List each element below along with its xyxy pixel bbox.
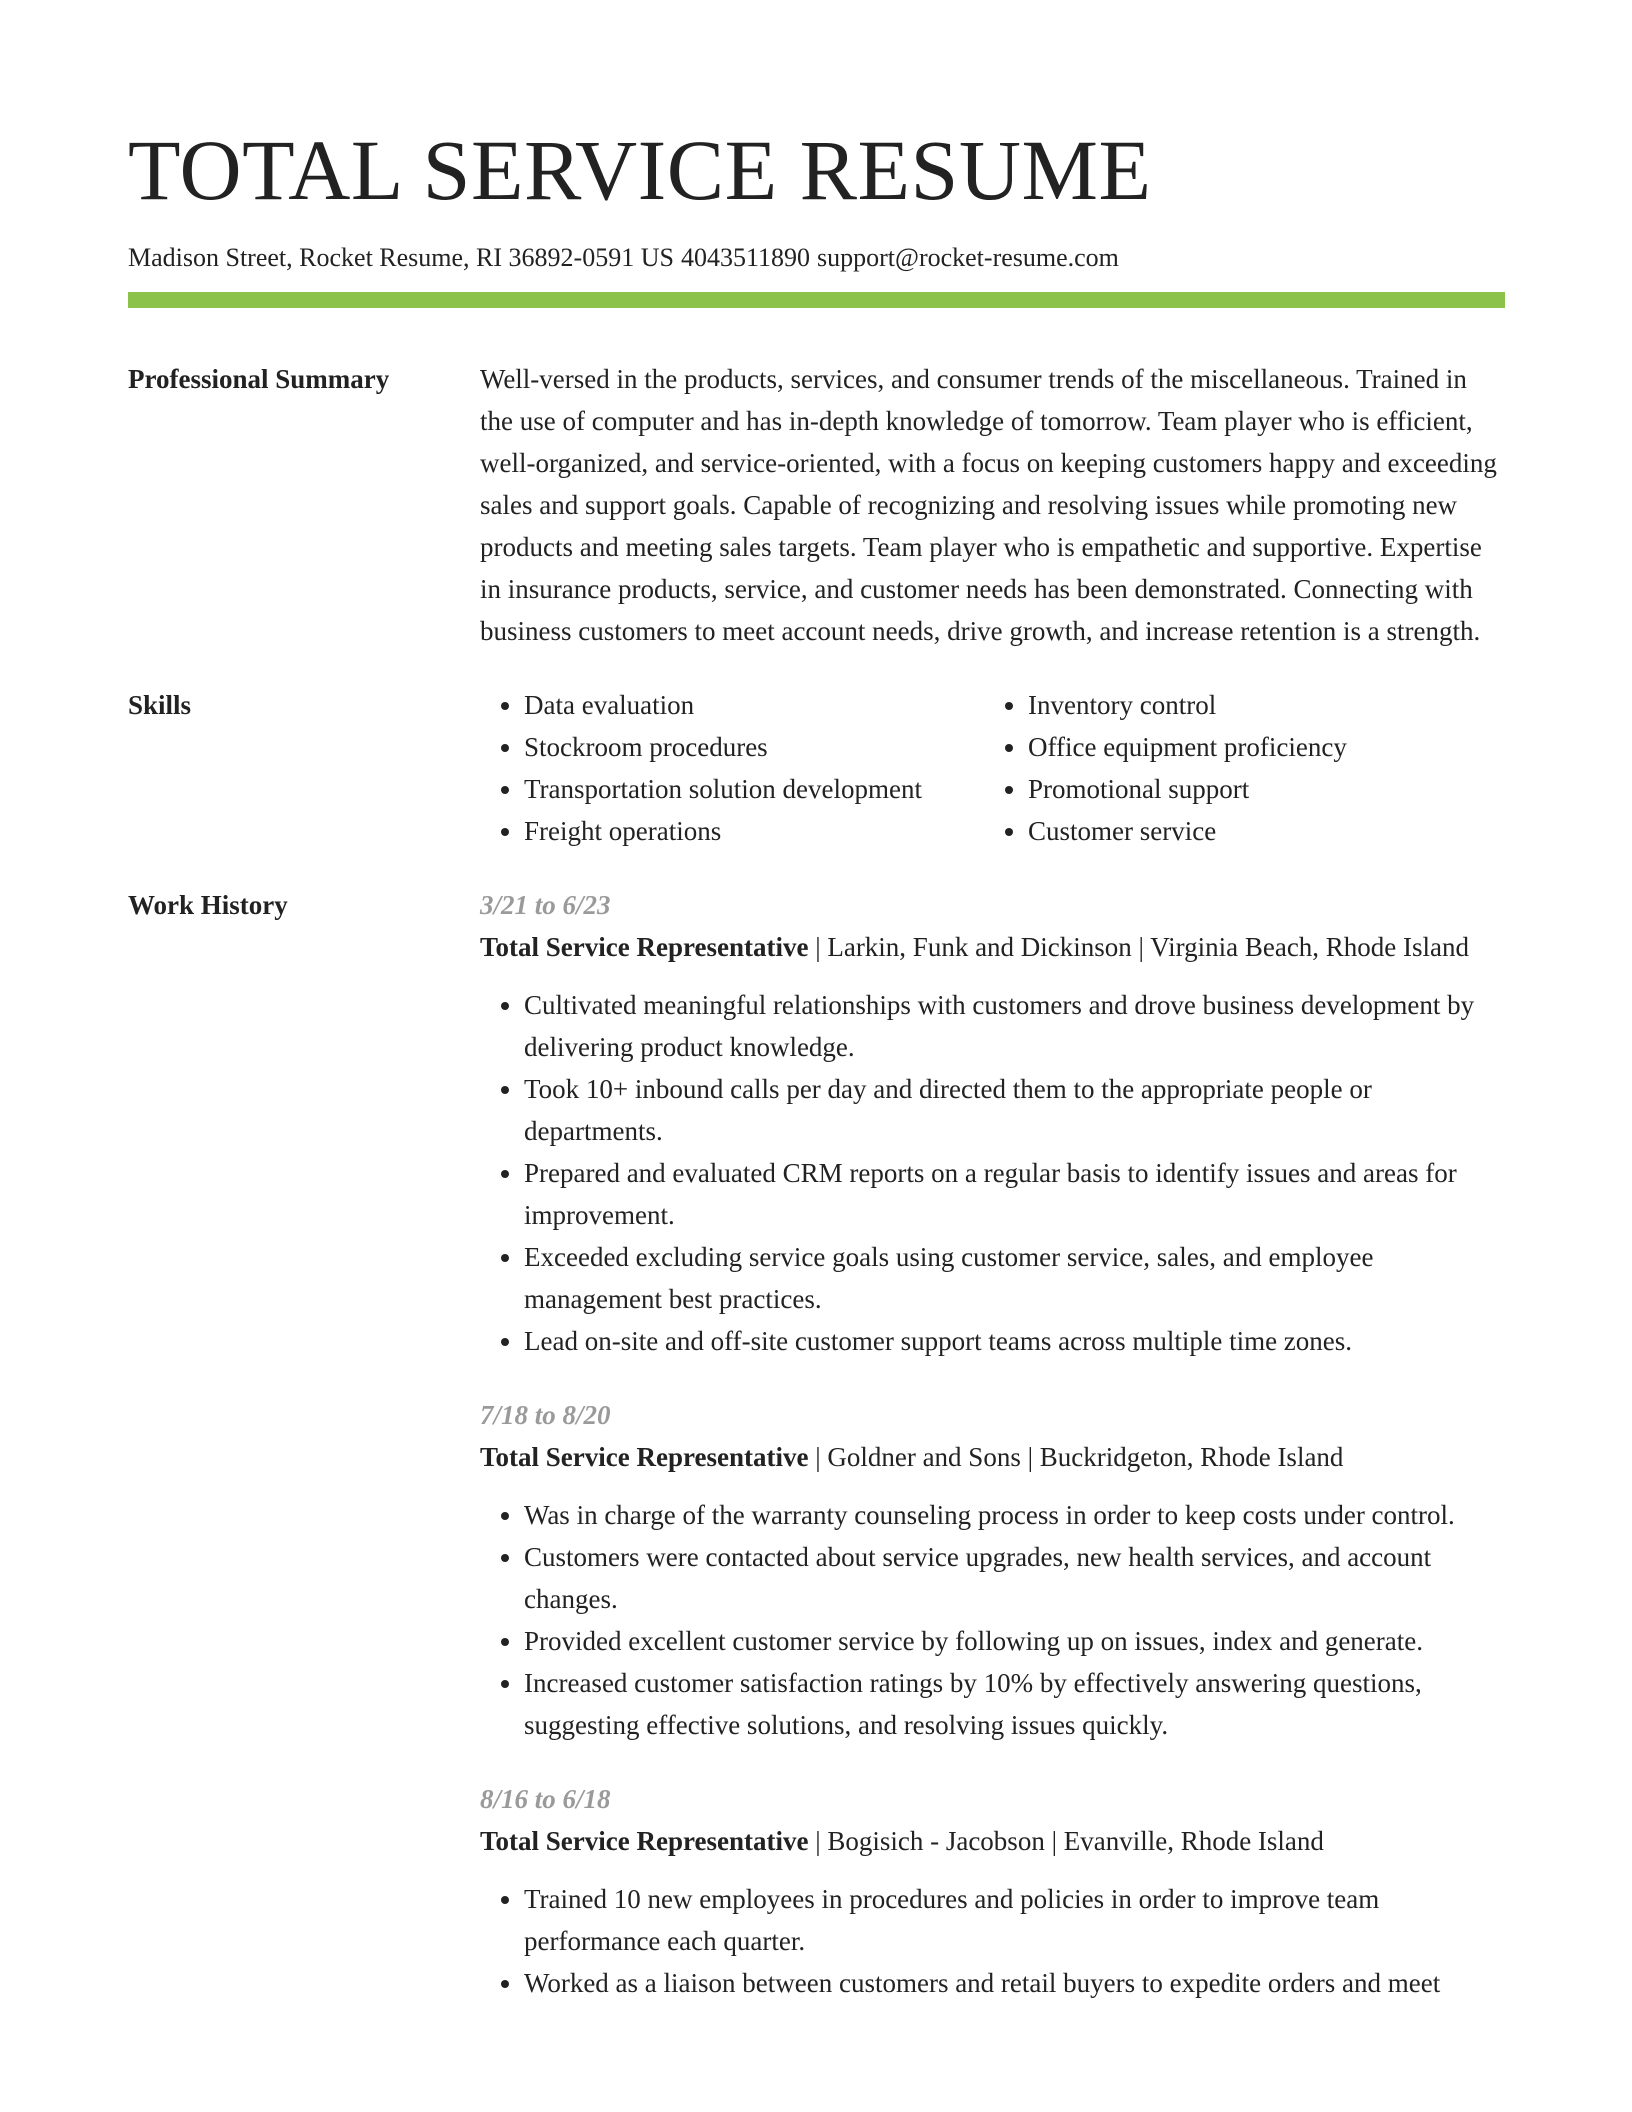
job-title-line <box>480 1436 1505 1478</box>
job-title-line <box>480 1820 1505 1862</box>
job-bullet: • Cultivated meaningful relationships with customers and drove business development by delivering product knowledge. <box>524 984 1505 1068</box>
skills-grid <box>480 684 1505 852</box>
job-entry <box>480 1778 1505 2004</box>
summary-section <box>128 358 1505 652</box>
summary-text: Well-versed in the products, services, and consumer trends of the miscellaneous. Trained in the use of computer and has in-depth knowledge of tomorrow. Team player who is efficient, well-organized, and service-oriented, with a focus on keeping customers happy and exceeding sales and support goals. Capable of recognizing and resolving issues while promoting new products and meeting sales targets. Team player who is empathetic and supportive. Expertise in insurance products, service, and customer needs has been demonstrated. Connecting with business customers to meet account needs, drive growth, and increase retention is a strength. <box>480 364 1497 646</box>
resume-name: TOTAL SERVICE RESUME <box>128 122 1152 218</box>
job-details: | Goldner and Sons | Buckridgeton, Rhode Island <box>808 1442 1344 1472</box>
contact-address: Madison Street, Rocket Resume, RI 36892-0591 US <box>128 243 674 272</box>
skill-item: • Promotional support <box>1028 768 1347 810</box>
skill-item: • Stockroom procedures <box>524 726 984 768</box>
job-title: Total Service Representative <box>480 932 809 962</box>
job-dates: 3/21 to 6/23 <box>480 890 611 920</box>
job-bullet: • Exceeded excluding service goals using customer service, sales, and employee management best practices. <box>524 1236 1505 1320</box>
skill-item: • Customer service <box>1028 810 1347 852</box>
skill-item: • Data evaluation <box>524 684 984 726</box>
job-bullet: • Increased customer satisfaction ratings by 10% by effectively answering questions, suggesting effective solutions, and resolving issues quickly. <box>524 1662 1505 1746</box>
job-bullet: • Prepared and evaluated CRM reports on a regular basis to identify issues and areas for improvement. <box>524 1152 1505 1236</box>
job-title-line <box>480 926 1505 968</box>
job-bullets <box>480 1878 1505 2004</box>
job-title: Total Service Representative <box>480 1826 809 1856</box>
summary-heading: Professional Summary <box>128 364 390 394</box>
skills-heading: Skills <box>128 690 192 720</box>
skills-column-right <box>984 684 1347 852</box>
job-details: | Larkin, Funk and Dickinson | Virginia Beach, Rhode Island <box>808 932 1470 962</box>
job-details: | Bogisich - Jacobson | Evanville, Rhode Island <box>808 1826 1324 1856</box>
skills-section <box>128 684 1505 852</box>
skill-item: • Freight operations <box>524 810 984 852</box>
job-bullet: • Trained 10 new employees in procedures and policies in order to improve team performance each quarter. <box>524 1878 1505 1962</box>
skills-column-left <box>480 684 984 852</box>
contact-line <box>128 242 1505 274</box>
resume-page <box>128 0 1505 2004</box>
job-bullets <box>480 1494 1505 1746</box>
skill-item: • Transportation solution development <box>524 768 984 810</box>
job-bullet: • Took 10+ inbound calls per day and directed them to the appropriate people or departments. <box>524 1068 1505 1152</box>
work-history-heading: Work History <box>128 890 288 920</box>
job-entry <box>480 1394 1505 1746</box>
skills-body <box>480 684 1505 852</box>
job-entry <box>480 884 1505 1362</box>
header-divider <box>128 292 1505 308</box>
job-dates: 8/16 to 6/18 <box>480 1784 611 1814</box>
job-bullet: • Lead on-site and off-site customer support teams across multiple time zones. <box>524 1320 1505 1362</box>
contact-phone: 4043511890 <box>680 243 810 272</box>
skill-item: • Office equipment proficiency <box>1028 726 1347 768</box>
job-bullet: • Worked as a liaison between customers and retail buyers to expedite orders and meet <box>524 1962 1505 2004</box>
work-history-section <box>128 884 1505 2004</box>
job-dates: 7/18 to 8/20 <box>480 1400 611 1430</box>
skill-item: • Inventory control <box>1028 684 1347 726</box>
work-history-body <box>480 884 1505 2004</box>
job-bullet: • Provided excellent customer service by following up on issues, index and generate. <box>524 1620 1505 1662</box>
job-bullet: • Was in charge of the warranty counseling process in order to keep costs under control. <box>524 1494 1505 1536</box>
contact-email: support@rocket-resume.com <box>817 243 1119 272</box>
job-bullets <box>480 984 1505 1362</box>
job-title: Total Service Representative <box>480 1442 809 1472</box>
job-bullet: • Customers were contacted about service upgrades, new health services, and account changes. <box>524 1536 1505 1620</box>
